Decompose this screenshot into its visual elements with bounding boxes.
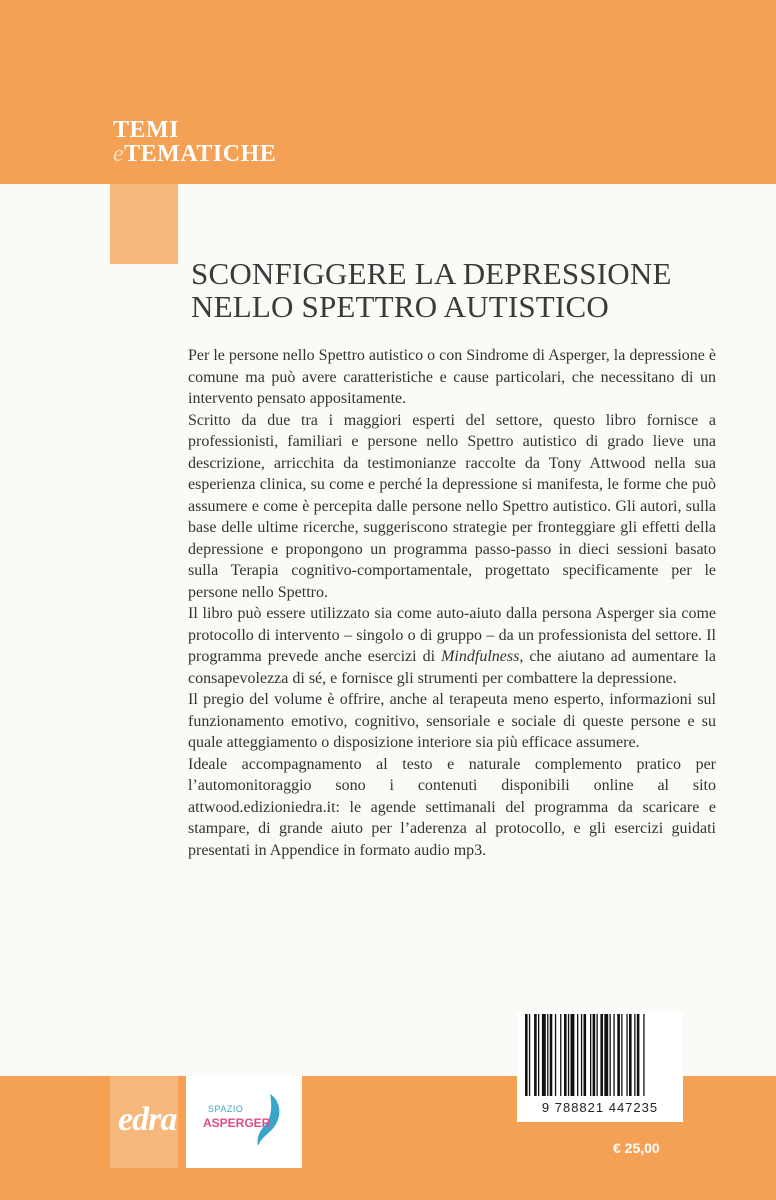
blurb-text: [188, 345, 716, 861]
blurb-p3-emphasis: Mindfulness: [441, 648, 520, 665]
series-line-2: [113, 142, 276, 166]
blurb-paragraph-4: Il pregio del volume è offrire, anche al terapeuta meno esperto, informazioni sul funzionamento emotivo, cognitivo, sensoriale e sociale di queste persone e su quale atteggiamento o disposizione interiore sia più efficace assumere.: [188, 691, 716, 751]
blurb-paragraph-2: Scritto da due tra i maggiori esperti del settore, questo libro fornisce a professionisti, familiari e persone nello Spettro autistico di grado lieve una descrizione, arricchita da testimonianze raccolte da Tony Attwood nella sua esperienza clinica, su come e perché la depressione si manifesta, le forme che può assumere e come è percepita dalle persone nello Spettro autistico. Gli autori, sulla base delle ultime ricerche, suggeriscono strategie per fronteggiare gli effetti della depressione e propongono un programma passo-passo in dieci sessioni basato sulla Terapia cognitivo-comportamentale, progettato specificamente per le persone nello Spettro.: [188, 411, 716, 601]
isbn-number: 9 788821 447235: [541, 1100, 659, 1115]
blurb-paragraph-5: Ideale accompagnamento al testo e naturale complemento pratico per l’automonitoraggio sono i contenuti disponibili online al sito attwood.edizioniedra.it: le agende settimanali del programma da scaricare e stampare, di grande aiuto per l’aderenza al protocollo, e gli esercizi guidati presentati in Appendice in formato audio mp3.: [188, 755, 716, 859]
decorative-square: [110, 184, 178, 264]
series-line-1: TEMI: [113, 117, 180, 143]
blurb-p3-end: , che aiutano ad aumentare la consapevolezza di sé, e fornisce gli strumenti per combattere la depressione.: [188, 648, 716, 687]
price-label: € 25,00: [613, 1140, 660, 1156]
series-logo: [113, 118, 276, 166]
edra-logo: edra: [118, 1101, 177, 1138]
asperger-label: ASPERGER: [203, 1116, 271, 1130]
blurb-p3-start: Il libro può essere utilizzato sia come auto-aiuto dalla persona Asperger sia come protocollo di intervento – singolo o di gruppo – da un professionista del settore. Il programma prevede anche esercizi di: [188, 605, 716, 665]
title-line-1: SCONFIGGERE LA DEPRESSIONE: [191, 256, 672, 291]
title-line-2: NELLO SPETTRO AUTISTICO: [191, 289, 609, 324]
series-tematiche: TEMATICHE: [124, 141, 277, 167]
book-title: [191, 257, 751, 323]
series-e: e: [113, 141, 125, 167]
blurb-paragraph-3: [188, 603, 716, 689]
barcode-icon: [521, 1014, 679, 1098]
spazio-label: SPAZIO: [208, 1104, 244, 1114]
blurb-paragraph-1: Per le persone nello Spettro autistico o con Sindrome di Asperger, la depressione è comune ma può avere caratteristiche e cause particolari, che necessitano di un intervento pensato appositamente.: [188, 347, 716, 407]
